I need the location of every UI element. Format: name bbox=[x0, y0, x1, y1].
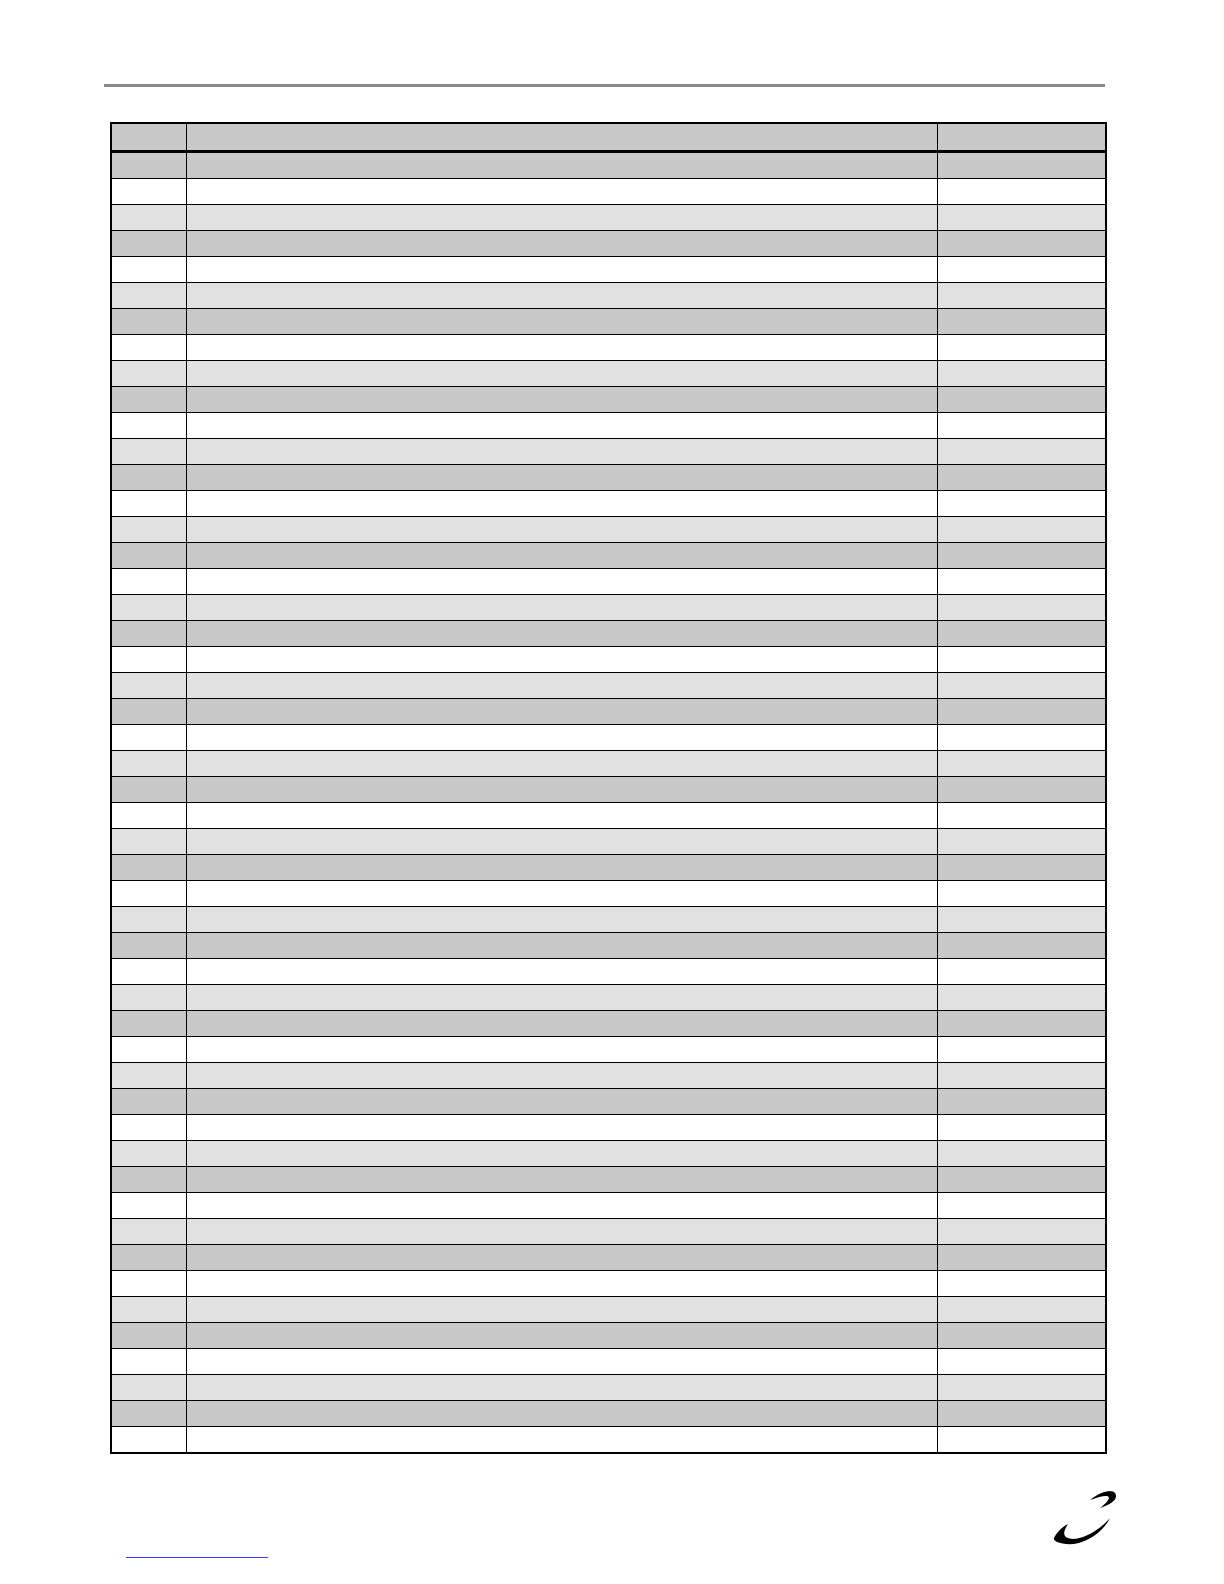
table-cell bbox=[937, 1375, 1106, 1401]
table-cell bbox=[111, 283, 186, 309]
table-row bbox=[111, 855, 1106, 881]
table-cell bbox=[937, 335, 1106, 361]
table-cell bbox=[111, 257, 186, 283]
table-cell bbox=[186, 699, 937, 725]
table-cell bbox=[186, 1245, 937, 1271]
table-row bbox=[111, 1037, 1106, 1063]
table-cell bbox=[937, 1219, 1106, 1245]
table-cell bbox=[937, 1427, 1106, 1454]
table-cell bbox=[111, 647, 186, 673]
table-cell bbox=[186, 152, 937, 179]
table-row bbox=[111, 1115, 1106, 1141]
table-cell bbox=[937, 543, 1106, 569]
header-rule bbox=[104, 84, 1105, 87]
table-cell bbox=[937, 933, 1106, 959]
table-cell bbox=[937, 699, 1106, 725]
table-cell bbox=[186, 1427, 937, 1454]
table-row bbox=[111, 647, 1106, 673]
table-header-row bbox=[111, 123, 1106, 152]
table-cell bbox=[937, 803, 1106, 829]
table-cell bbox=[186, 985, 937, 1011]
table-row bbox=[111, 1141, 1106, 1167]
table-cell bbox=[186, 569, 937, 595]
table-row bbox=[111, 1011, 1106, 1037]
data-table bbox=[110, 122, 1107, 1454]
table-row bbox=[111, 413, 1106, 439]
table-cell bbox=[937, 621, 1106, 647]
column-header-1 bbox=[111, 123, 186, 152]
table-cell bbox=[937, 985, 1106, 1011]
table-cell bbox=[111, 777, 186, 803]
table-cell bbox=[937, 309, 1106, 335]
table-row bbox=[111, 829, 1106, 855]
table-row bbox=[111, 257, 1106, 283]
table-cell bbox=[186, 803, 937, 829]
table-cell bbox=[111, 1219, 186, 1245]
table-cell bbox=[186, 361, 937, 387]
table-cell bbox=[111, 1167, 186, 1193]
table-cell bbox=[186, 1219, 937, 1245]
table-cell bbox=[937, 881, 1106, 907]
table-row bbox=[111, 205, 1106, 231]
table-row bbox=[111, 1401, 1106, 1427]
table-cell bbox=[111, 231, 186, 257]
table-cell bbox=[937, 257, 1106, 283]
table-cell bbox=[111, 1323, 186, 1349]
table-cell bbox=[186, 543, 937, 569]
table-cell bbox=[186, 777, 937, 803]
table-cell bbox=[937, 777, 1106, 803]
table-row bbox=[111, 1063, 1106, 1089]
table-cell bbox=[186, 439, 937, 465]
table-body bbox=[111, 152, 1106, 1454]
table-row bbox=[111, 1323, 1106, 1349]
table-cell bbox=[111, 205, 186, 231]
table-cell bbox=[186, 1167, 937, 1193]
table-cell bbox=[186, 751, 937, 777]
table-cell bbox=[186, 1115, 937, 1141]
table-cell bbox=[111, 439, 186, 465]
table-cell bbox=[111, 803, 186, 829]
table-row bbox=[111, 1245, 1106, 1271]
table-cell bbox=[186, 1271, 937, 1297]
table-row bbox=[111, 543, 1106, 569]
table-cell bbox=[111, 543, 186, 569]
table-cell bbox=[111, 985, 186, 1011]
table-cell bbox=[111, 1271, 186, 1297]
table-cell bbox=[111, 725, 186, 751]
table-row bbox=[111, 621, 1106, 647]
table-row bbox=[111, 387, 1106, 413]
table-cell bbox=[111, 1297, 186, 1323]
table-cell bbox=[937, 517, 1106, 543]
table-cell bbox=[937, 152, 1106, 179]
table-cell bbox=[111, 413, 186, 439]
table-cell bbox=[186, 231, 937, 257]
table-row bbox=[111, 803, 1106, 829]
table-row bbox=[111, 777, 1106, 803]
table-cell bbox=[937, 595, 1106, 621]
table-cell bbox=[186, 491, 937, 517]
table-cell bbox=[111, 699, 186, 725]
table-cell bbox=[937, 569, 1106, 595]
table-cell bbox=[186, 673, 937, 699]
table-cell bbox=[186, 595, 937, 621]
table-cell bbox=[111, 569, 186, 595]
table-row bbox=[111, 231, 1106, 257]
table-row bbox=[111, 985, 1106, 1011]
table-cell bbox=[937, 413, 1106, 439]
table-row bbox=[111, 699, 1106, 725]
table-cell bbox=[186, 205, 937, 231]
table-cell bbox=[186, 257, 937, 283]
table-cell bbox=[937, 1089, 1106, 1115]
table-row bbox=[111, 881, 1106, 907]
table-cell bbox=[111, 1193, 186, 1219]
table-cell bbox=[111, 387, 186, 413]
table-cell bbox=[111, 1427, 186, 1454]
table-cell bbox=[111, 152, 186, 179]
table-cell bbox=[937, 491, 1106, 517]
table-cell bbox=[111, 1011, 186, 1037]
table-cell bbox=[111, 829, 186, 855]
footer-link[interactable] bbox=[126, 1557, 268, 1558]
table-cell bbox=[111, 673, 186, 699]
table-cell bbox=[937, 1193, 1106, 1219]
table-cell bbox=[186, 1297, 937, 1323]
table-row bbox=[111, 1349, 1106, 1375]
table-cell bbox=[937, 1141, 1106, 1167]
table-cell bbox=[186, 725, 937, 751]
table-cell bbox=[186, 959, 937, 985]
table-cell bbox=[937, 855, 1106, 881]
table-row bbox=[111, 1375, 1106, 1401]
table-cell bbox=[111, 1037, 186, 1063]
table-cell bbox=[937, 1167, 1106, 1193]
table-cell bbox=[111, 517, 186, 543]
table-cell bbox=[111, 1245, 186, 1271]
table-cell bbox=[186, 1011, 937, 1037]
table-cell bbox=[186, 309, 937, 335]
table-row bbox=[111, 907, 1106, 933]
table-row bbox=[111, 361, 1106, 387]
table-cell bbox=[111, 335, 186, 361]
table-row bbox=[111, 1193, 1106, 1219]
table-row bbox=[111, 1271, 1106, 1297]
table-cell bbox=[111, 907, 186, 933]
table-cell bbox=[937, 751, 1106, 777]
table-cell bbox=[186, 1089, 937, 1115]
table-cell bbox=[937, 1271, 1106, 1297]
table-row bbox=[111, 465, 1106, 491]
table-row bbox=[111, 517, 1106, 543]
table-cell bbox=[186, 881, 937, 907]
table-cell bbox=[937, 1011, 1106, 1037]
table-row bbox=[111, 933, 1106, 959]
table-cell bbox=[186, 413, 937, 439]
table-cell bbox=[937, 959, 1106, 985]
table-cell bbox=[937, 725, 1106, 751]
table-cell bbox=[186, 387, 937, 413]
table-row bbox=[111, 152, 1106, 179]
table-cell bbox=[937, 439, 1106, 465]
table-cell bbox=[186, 933, 937, 959]
table-cell bbox=[186, 621, 937, 647]
table-cell bbox=[937, 179, 1106, 205]
table-cell bbox=[937, 673, 1106, 699]
table-cell bbox=[937, 205, 1106, 231]
table-row bbox=[111, 335, 1106, 361]
table-cell bbox=[111, 1063, 186, 1089]
table-cell bbox=[111, 361, 186, 387]
column-header-2 bbox=[186, 123, 937, 152]
table-cell bbox=[111, 1401, 186, 1427]
table-cell bbox=[186, 1037, 937, 1063]
table-row bbox=[111, 1167, 1106, 1193]
table-cell bbox=[937, 1245, 1106, 1271]
table-cell bbox=[186, 907, 937, 933]
table-row bbox=[111, 309, 1106, 335]
table-cell bbox=[186, 465, 937, 491]
table-cell bbox=[186, 647, 937, 673]
table-cell bbox=[111, 179, 186, 205]
table-cell bbox=[937, 1037, 1106, 1063]
table-cell bbox=[111, 1349, 186, 1375]
table-row bbox=[111, 595, 1106, 621]
table-row bbox=[111, 1427, 1106, 1454]
table-cell bbox=[186, 1063, 937, 1089]
table-cell bbox=[937, 907, 1106, 933]
table-cell bbox=[186, 1193, 937, 1219]
column-header-3 bbox=[937, 123, 1106, 152]
table-cell bbox=[111, 855, 186, 881]
table-cell bbox=[937, 283, 1106, 309]
table-row bbox=[111, 1297, 1106, 1323]
table-row bbox=[111, 439, 1106, 465]
table-cell bbox=[111, 1089, 186, 1115]
table-row bbox=[111, 1089, 1106, 1115]
table-cell bbox=[186, 1323, 937, 1349]
swoosh-logo-icon bbox=[1050, 1486, 1120, 1546]
table-row bbox=[111, 283, 1106, 309]
table-row bbox=[111, 491, 1106, 517]
table-cell bbox=[111, 491, 186, 517]
table-cell bbox=[937, 231, 1106, 257]
table-cell bbox=[111, 751, 186, 777]
table-cell bbox=[937, 1297, 1106, 1323]
table-cell bbox=[186, 517, 937, 543]
table-cell bbox=[186, 335, 937, 361]
table-cell bbox=[186, 283, 937, 309]
table-cell bbox=[937, 361, 1106, 387]
table-cell bbox=[111, 621, 186, 647]
table-cell bbox=[937, 387, 1106, 413]
table-cell bbox=[111, 1115, 186, 1141]
table-row bbox=[111, 179, 1106, 205]
table-cell bbox=[111, 1141, 186, 1167]
table-cell bbox=[111, 595, 186, 621]
table-cell bbox=[111, 933, 186, 959]
table-cell bbox=[111, 959, 186, 985]
table-cell bbox=[186, 1141, 937, 1167]
table-row bbox=[111, 725, 1106, 751]
table-cell bbox=[186, 829, 937, 855]
table-cell bbox=[937, 647, 1106, 673]
table-cell bbox=[111, 309, 186, 335]
table-row bbox=[111, 751, 1106, 777]
table-row bbox=[111, 569, 1106, 595]
table-cell bbox=[111, 881, 186, 907]
table-row bbox=[111, 673, 1106, 699]
table-cell bbox=[937, 1115, 1106, 1141]
table-cell bbox=[937, 1349, 1106, 1375]
table-row bbox=[111, 959, 1106, 985]
table-cell bbox=[186, 1349, 937, 1375]
table-cell bbox=[111, 465, 186, 491]
table-cell bbox=[186, 855, 937, 881]
table-cell bbox=[937, 1323, 1106, 1349]
table-cell bbox=[937, 1401, 1106, 1427]
table-cell bbox=[186, 179, 937, 205]
table-cell bbox=[186, 1375, 937, 1401]
table-cell bbox=[937, 1063, 1106, 1089]
table-cell bbox=[111, 1375, 186, 1401]
table-row bbox=[111, 1219, 1106, 1245]
table-cell bbox=[937, 465, 1106, 491]
table-cell bbox=[186, 1401, 937, 1427]
table-cell bbox=[937, 829, 1106, 855]
